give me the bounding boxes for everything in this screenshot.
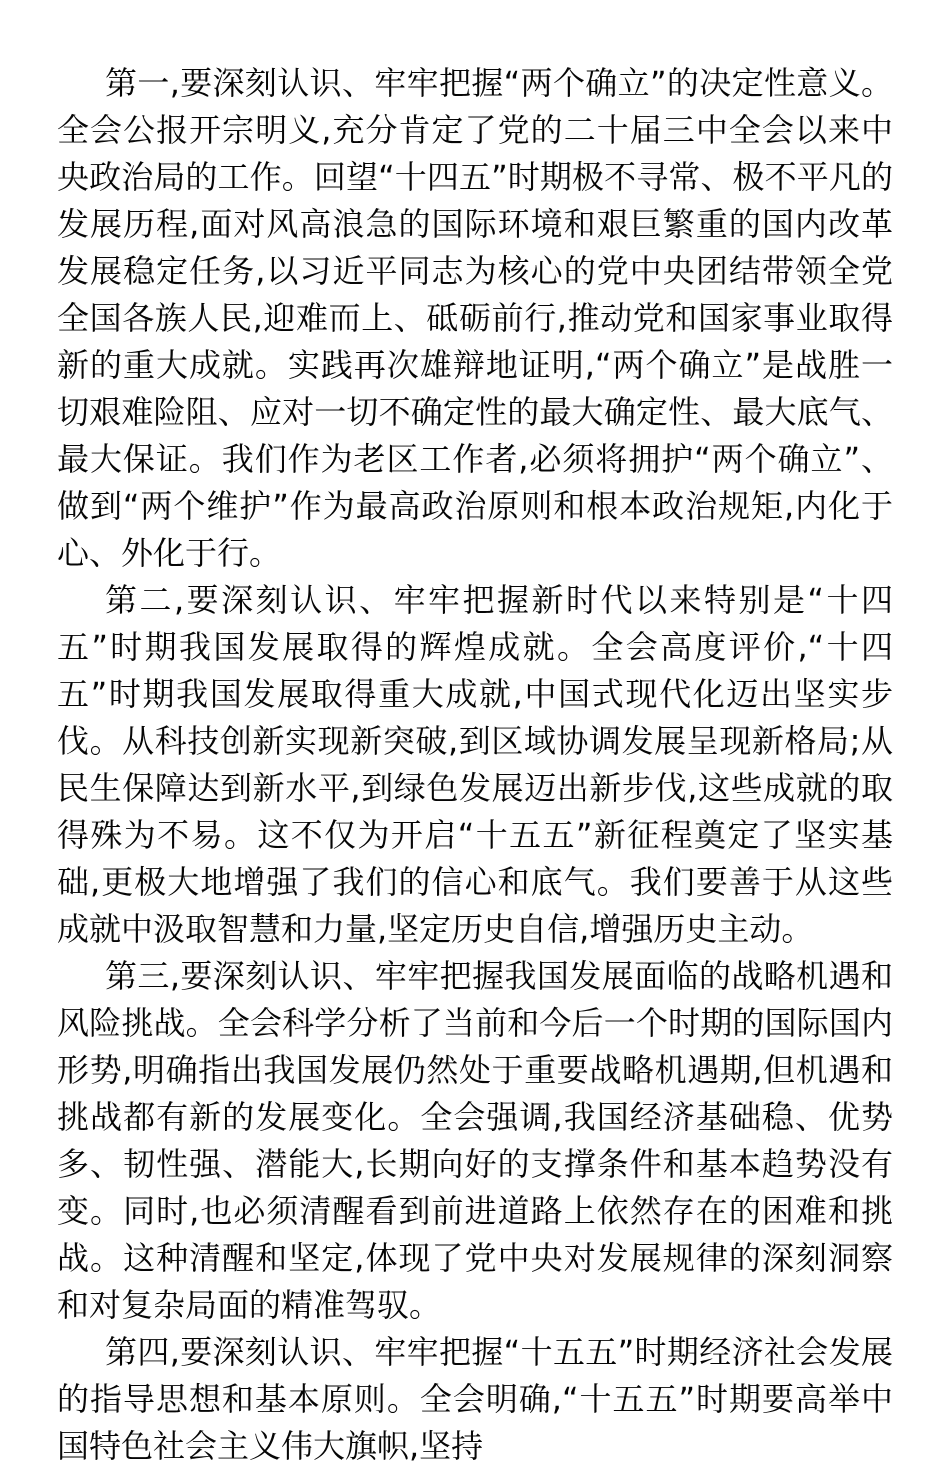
paragraph-first-point: 第一,要深刻认识、牢牢把握“两个确立”的决定性意义。全会公报开宗明义,充分肯定了党的二十届三中全会以来中央政治局的工作。回望“十四五”时期极不寻常、极不平凡的发展历程,面对风高浪急的国际环境和艰巨繁重的国内改革发展稳定任务,以习近平同志为核心的党中央团结带领全党全国各族人民,迎难而上、砥砺前行,推动党和国家事业取得新的重大成就。实践再次雄辩地证明,“两个确立”是战胜一切艰难险阻、应对一切不确定性的最大确定性、最大底气、最大保证。我们作为老区工作者,必须将拥护“两个确立”、做到“两个维护”作为最高政治原则和根本政治规矩,内化于心、外化于行。 [57, 64, 893, 572]
paragraph-third-point: 第三,要深刻认识、牢牢把握我国发展面临的战略机遇和风险挑战。全会科学分析了当前和今后一个时期的国际国内形势,明确指出我国发展仍然处于重要战略机遇期,但机遇和挑战都有新的发展变化。全会强调,我国经济基础稳、优势多、韧性强、潜能大,长期向好的支撑条件和基本趋势没有变。同时,也必须清醒看到前进道路上依然存在的困难和挑战。这种清醒和坚定,体现了党中央对发展规律的深刻洞察和对复杂局面的精准驾驭。 [57, 957, 893, 1324]
document-text-body [57, 60, 893, 1470]
paragraph-fourth-point: 第四,要深刻认识、牢牢把握“十五五”时期经济社会发展的指导思想和基本原则。全会明确,“十五五”时期要高举中国特色社会主义伟大旗帜,坚持 [57, 1333, 893, 1465]
paragraph-second-point: 第二,要深刻认识、牢牢把握新时代以来特别是“十四五”时期我国发展取得的辉煌成就。全会高度评价,“十四五”时期我国发展取得重大成就,中国式现代化迈出坚实步伐。从科技创新实现新突破,到区域协调发展呈现新格局;从民生保障达到新水平,到绿色发展迈出新步伐,这些成就的取得殊为不易。这不仅为开启“十五五”新征程奠定了坚实基础,更极大地增强了我们的信心和底气。我们要善于从这些成就中汲取智慧和力量,坚定历史自信,增强历史主动。 [57, 581, 893, 948]
